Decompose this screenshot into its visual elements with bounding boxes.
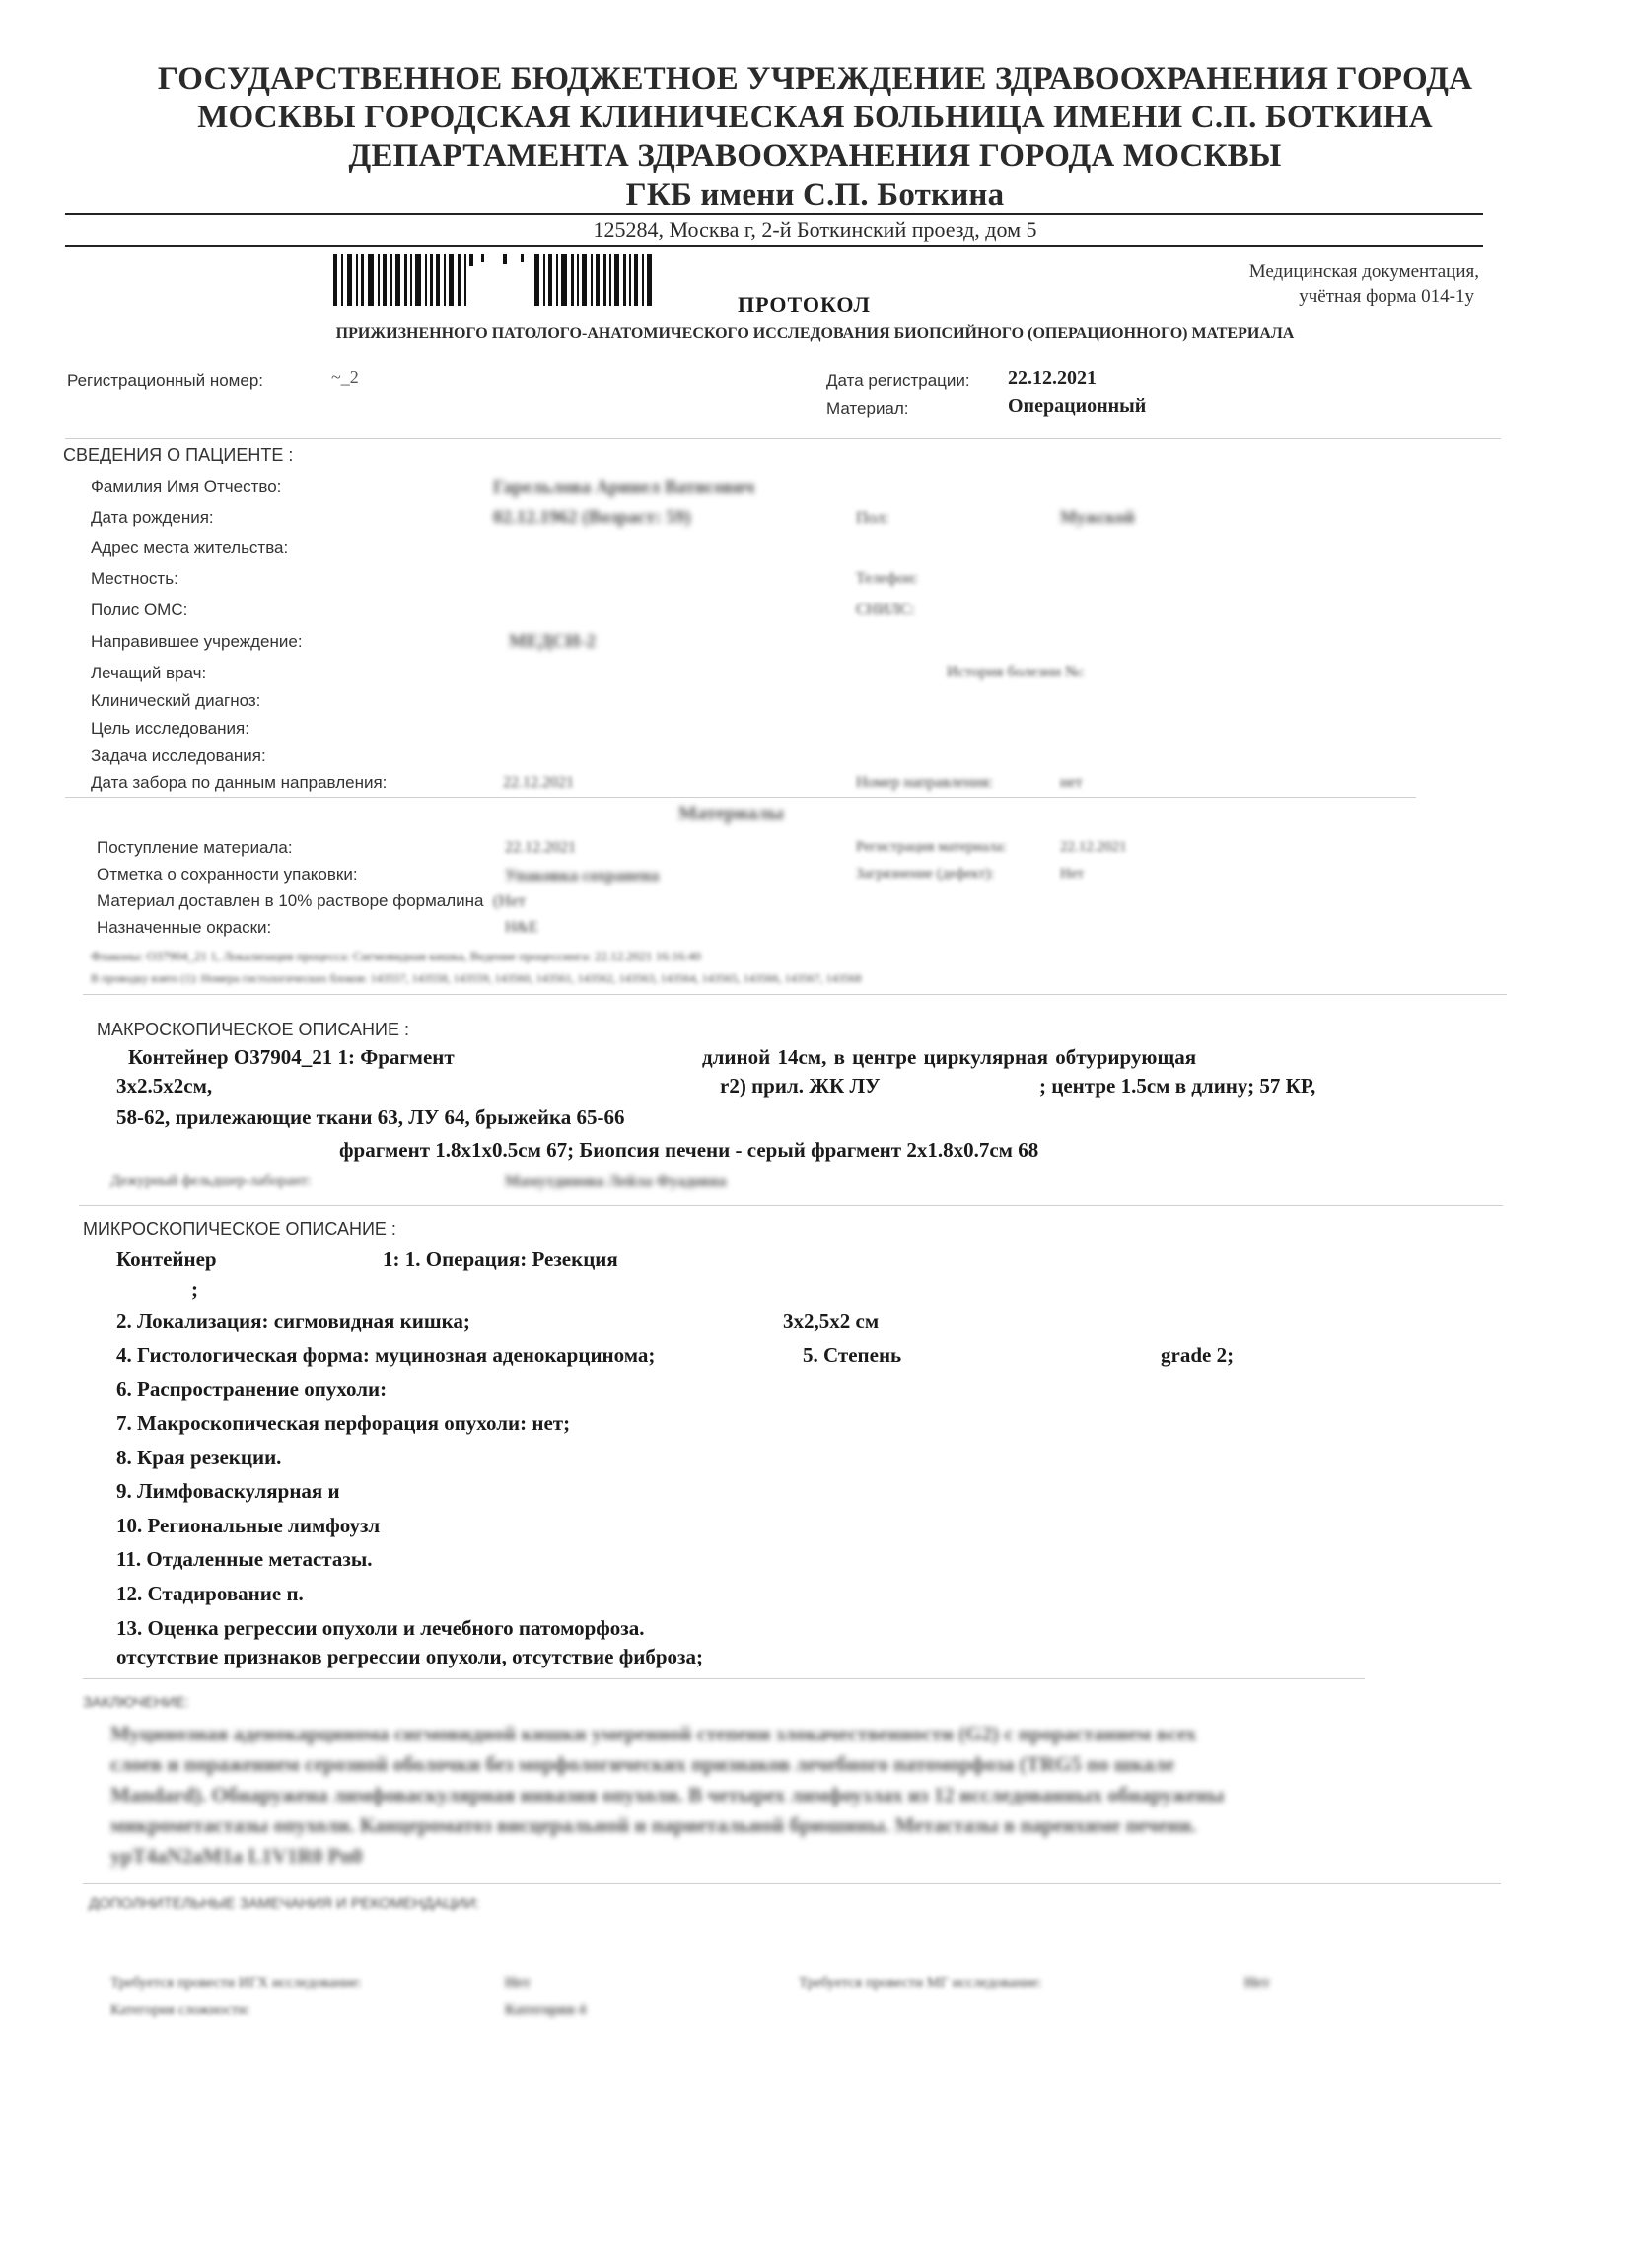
macro-line-2a: 3x2.5x2см, — [116, 1074, 213, 1098]
micro-section-title: МИКРОСКОПИЧЕСКОЕ ОПИСАНИЕ : — [83, 1219, 396, 1239]
conclusion-line-2: слоев и поражением серозной оболочки без морфологических признаков лечебного патоморфоза (TRG5 по шкале — [110, 1752, 1175, 1776]
header-rule-bottom — [65, 245, 1483, 247]
conclusion-section-title: ЗАКЛЮЧЕНИЕ: — [83, 1694, 190, 1711]
patient-locality-label: Местность: — [91, 569, 178, 588]
patient-doctor-label: Лечащий врач: — [91, 664, 207, 682]
ihc-label: Требуется провести ИГХ исследование: — [110, 1975, 362, 1991]
micro-line-3b: 5. Степень — [803, 1343, 902, 1367]
patient-birth-label: Дата рождения: — [91, 508, 214, 527]
protocol-subtitle: ПРИЖИЗНЕННОГО ПАТОЛОГО-АНАТОМИЧЕСКОГО ИССЛЕДОВАНИЯ БИОПСИЙНОГО (ОПЕРАЦИОННОГО) МАТЕРИАЛА — [335, 325, 1295, 342]
patient-referral-label: Номер направления: — [856, 774, 993, 791]
mg-value: Нет — [1244, 1975, 1270, 1991]
macro-line-2c: ; центре 1.5см в длину; 57 КР, — [1039, 1074, 1316, 1098]
reg-date-label: Дата регистрации: — [826, 371, 970, 390]
material-note-1: Флаконы: O37904_21 1, Локализация процесса: Сигмовидная кишка, Ведение процессинга: 22.12.2021 16:16:40 — [91, 949, 701, 963]
material-contamination-value: Нет — [1060, 866, 1085, 882]
patient-divider — [65, 438, 1501, 439]
patient-phone-label: Телефон: — [856, 570, 918, 587]
patient-sample-date-value: 22.12.2021 — [503, 774, 574, 791]
patient-fio-label: Фамилия Имя Отчество: — [91, 477, 282, 496]
form-note-line-2: учётная форма 014-1у — [1299, 286, 1474, 307]
materials-divider — [83, 994, 1507, 995]
org-title-line-3: ДЕПАРТАМЕНТА ЗДРАВООХРАНЕНИЯ ГОРОДА МОСКВЫ — [348, 138, 1282, 174]
ihc-value: Нет — [505, 1975, 531, 1991]
material-arrival-value: 22.12.2021 — [505, 839, 576, 856]
material-reg-value: 22.12.2021 — [1060, 839, 1127, 855]
mg-label: Требуется провести МГ исследование: — [799, 1975, 1042, 1991]
micro-line-1a: Контейнер — [116, 1247, 217, 1271]
patient-referral-value: нет — [1060, 774, 1083, 791]
micro-line-4: 6. Распространение опухоли: — [116, 1378, 388, 1401]
patient-goal-label: Цель исследования: — [91, 719, 249, 738]
reg-number-value: ~_2 — [331, 367, 359, 387]
patient-section-title: СВЕДЕНИЯ О ПАЦИЕНТЕ : — [63, 445, 294, 464]
macro-line-2b: r2) прил. ЖК ЛУ — [720, 1074, 881, 1098]
patient-fio-value: Гарельлова Аринел Ватисович — [493, 477, 755, 498]
patient-referring-value: МЕДСИ-2 — [509, 631, 597, 652]
micro-line-6: 8. Края резекции. — [116, 1446, 282, 1469]
micro-line-1c: ; — [191, 1277, 198, 1301]
micro-line-3c: grade 2; — [1161, 1343, 1235, 1367]
patient-diagnosis-label: Клинический диагноз: — [91, 691, 261, 710]
material-stains-value: Н&Е — [505, 919, 538, 936]
conclusion-line-3: Mandard). Обнаружена лимфоваскулярная инвазия опухоли. В четырех лимфоузлах из 12 исследованных обнаружены — [110, 1783, 1225, 1807]
macro-line-4: фрагмент 1.8x1x0.5см 67; Биопсия печени - серый фрагмент 2x1.8x0.7см 68 — [339, 1138, 1039, 1162]
conclusion-line-5: ypT4aN2aM1a L1V1R0 Pn0 — [110, 1844, 363, 1868]
form-note-line-1: Медицинская документация, — [1248, 261, 1479, 282]
conclusion-divider — [83, 1883, 1501, 1884]
patient-policy-label: Полис ОМС: — [91, 601, 188, 619]
micro-line-9: 11. Отдаленные метастазы. — [116, 1547, 373, 1571]
micro-line-3a: 4. Гистологическая форма: муцинозная аденокарцинома; — [116, 1343, 656, 1367]
org-short-name: ГКБ имени С.П. Боткина — [625, 177, 1005, 213]
patient-sex-value: Мужской — [1060, 507, 1135, 527]
micro-line-11: 13. Оценка регрессии опухоли и лечебного патоморфоза. — [116, 1616, 645, 1640]
patient-address-label: Адрес места жительства: — [91, 538, 289, 557]
micro-line-2b: 3x2,5x2 см — [783, 1310, 880, 1333]
micro-line-12: отсутствие признаков регрессии опухоли, отсутствие фиброза; — [116, 1645, 703, 1668]
material-label: Материал: — [826, 399, 909, 418]
conclusion-line-4: микрометастазы опухоли. Канцероматоз висцеральной и париетальной брюшины. Метастазы в паренхиме печени. — [110, 1813, 1197, 1837]
material-formalin-label: Материал доставлен в 10% растворе формалина — [97, 891, 484, 910]
reg-date-value: 22.12.2021 — [1008, 367, 1097, 389]
org-title-line-2: МОСКВЫ ГОРОДСКАЯ КЛИНИЧЕСКАЯ БОЛЬНИЦА ИМЕНИ С.П. БОТКИНА — [197, 100, 1433, 135]
protocol-title: ПРОТОКОЛ — [738, 292, 871, 317]
material-package-value: Упаковка сохранена — [505, 866, 660, 885]
micro-line-2a: 2. Локализация: сигмовидная кишка; — [116, 1310, 470, 1333]
material-package-label: Отметка о сохранности упаковки: — [97, 865, 358, 884]
patient-sex-label: Пол: — [856, 508, 889, 527]
patient-snils-label: СНИЛС: — [856, 602, 915, 618]
material-reg-label: Регистрация материала: — [856, 839, 1007, 855]
material-note-2: В проводку взято (1): Номера гистологических блоков: 143557, 143558, 143559, 143560, 143561, 143562, 143563, 143564, 143565, 143566, 143567, 143568 — [91, 971, 862, 985]
materials-heading: Материалы — [678, 803, 784, 824]
category-label: Категория сложности: — [110, 2002, 250, 2018]
header-rule-top — [65, 213, 1483, 215]
micro-line-1b: 1: 1. Операция: Резекция — [383, 1247, 618, 1271]
macro-section-title: МАКРОСКОПИЧЕСКОЕ ОПИСАНИЕ : — [97, 1020, 409, 1039]
micro-line-7: 9. Лимфоваскулярная и — [116, 1479, 340, 1503]
patient-birth-value: 02.12.1962 (Возраст: 59) — [493, 507, 691, 528]
reg-number-label: Регистрационный номер: — [67, 371, 264, 390]
patient-referring-label: Направившее учреждение: — [91, 632, 303, 651]
material-contamination-label: Загрязнение (дефект): — [856, 866, 995, 882]
conclusion-line-1: Муцинозная аденокарцинома сигмовидной кишки умеренной степени злокачественности (G2) с прорастанием всех — [110, 1722, 1197, 1745]
macro-line-1a: Контейнер O37904_21 1: Фрагмент — [128, 1045, 455, 1069]
micro-divider — [83, 1678, 1365, 1679]
macro-grosser-label: Дежурный фельдшер-лаборант: — [110, 1173, 312, 1189]
micro-line-5: 7. Макроскопическая перфорация опухоли: нет; — [116, 1411, 571, 1435]
material-arrival-label: Поступление материала: — [97, 838, 293, 857]
patient-task-label: Задача исследования: — [91, 746, 266, 765]
macro-divider — [79, 1205, 1503, 1206]
org-address: 125284, Москва г, 2-й Боткинский проезд, дом 5 — [593, 217, 1037, 242]
category-value: Категория 4 — [505, 2002, 587, 2018]
barcode-image — [333, 254, 659, 306]
macro-line-1b: длиной 14см, в центре циркулярная обтурирующая — [702, 1045, 1197, 1069]
material-stains-label: Назначенные окраски: — [97, 918, 272, 937]
patient-bottom-divider — [65, 797, 1416, 798]
material-value: Операционный — [1008, 395, 1147, 417]
recommendations-section-title: ДОПОЛНИТЕЛЬНЫЕ ЗАМЕЧАНИЯ И РЕКОМЕНДАЦИИ: — [89, 1895, 480, 1912]
macro-line-3: 58-62, прилежающие ткани 63, ЛУ 64, брыжейка 65-66 — [116, 1105, 625, 1129]
micro-line-8: 10. Регионaльные лимфоузл — [116, 1514, 381, 1537]
material-formalin-value: (Нет — [493, 891, 526, 910]
micro-line-10: 12. Стадирование п. — [116, 1582, 304, 1605]
patient-sample-date-label: Дата забора по данным направления: — [91, 773, 388, 792]
macro-grosser-value: Мамутдинова Лейла Фуадовна — [505, 1173, 727, 1190]
patient-history-label: История болезни №: — [947, 664, 1085, 680]
org-title-line-1: ГОСУДАРСТВЕННОЕ БЮДЖЕТНОЕ УЧРЕЖДЕНИЕ ЗДРАВООХРАНЕНИЯ ГОРОДА — [157, 61, 1473, 97]
